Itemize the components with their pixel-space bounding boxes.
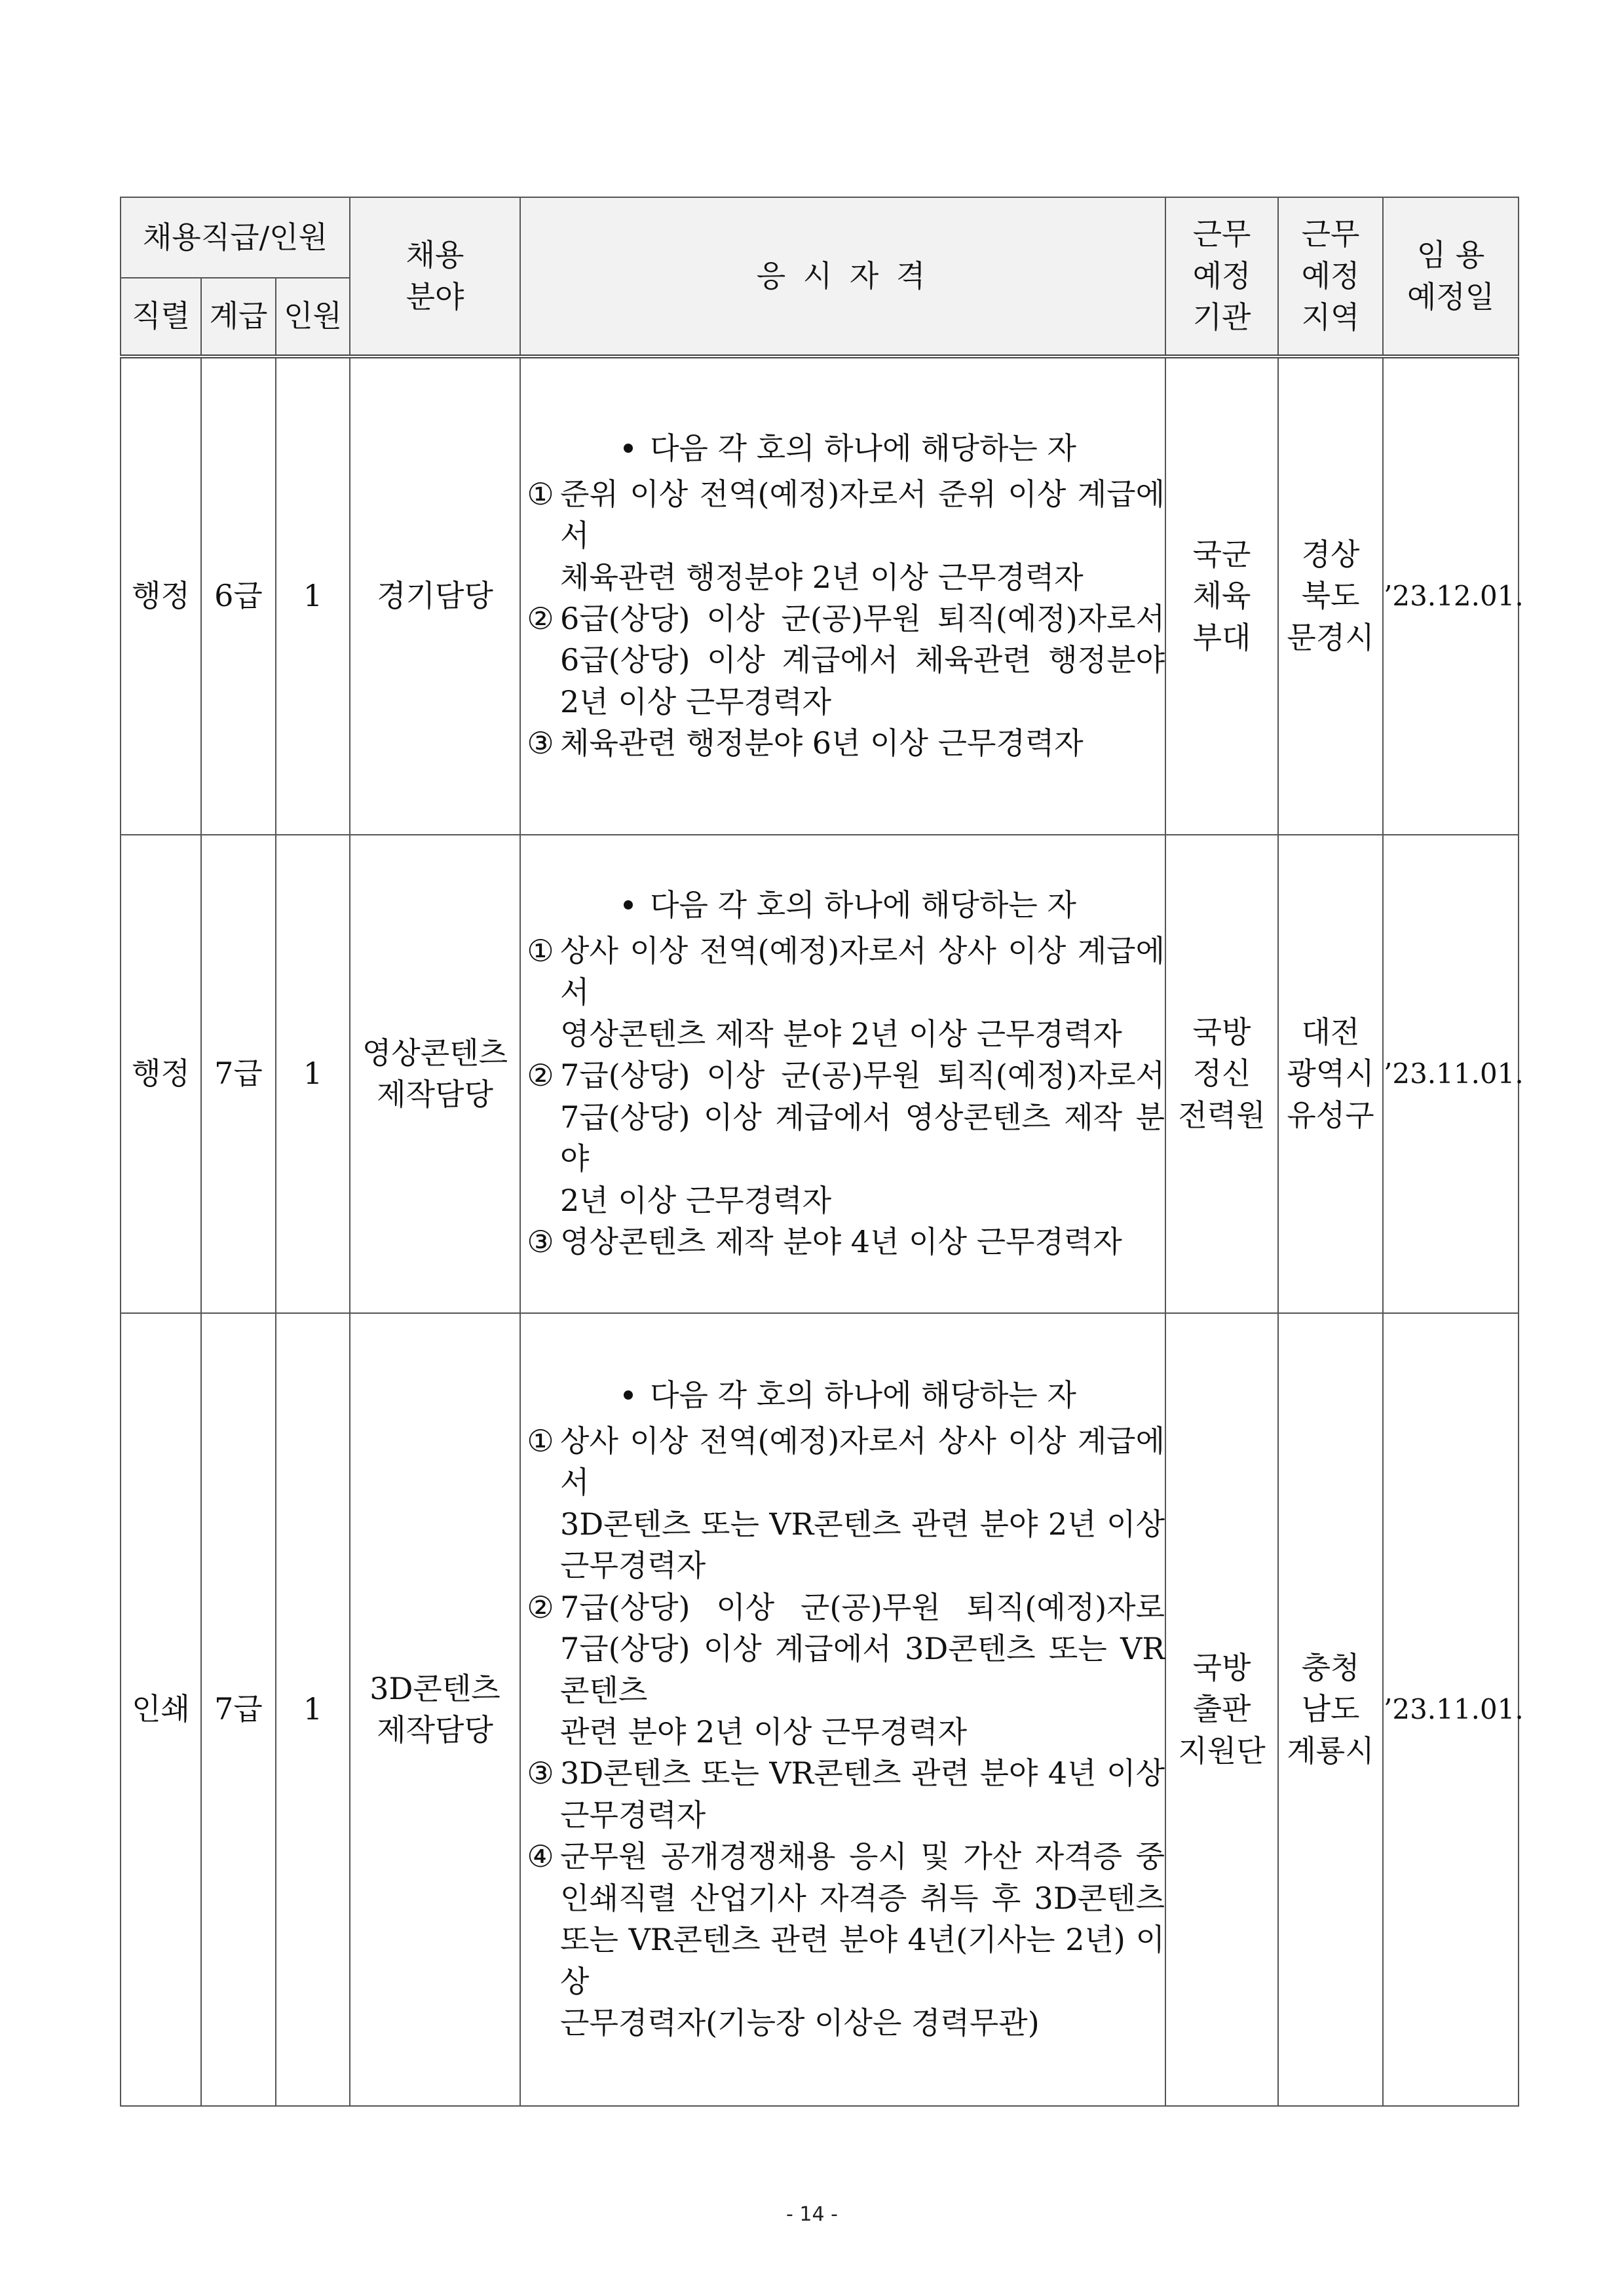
header-region: 근무 예정 지역 [1278,197,1383,356]
item-line: 군무원 공개경쟁채용 응시 및 가산 자격증 중 [560,1839,1165,1875]
cell-region: 대전 광역시 유성구 [1278,835,1383,1313]
header-date: 임 용 예정일 [1383,197,1519,356]
recruitment-table [120,197,1524,2107]
item-number: ③ [527,725,554,761]
item-line: 상사 이상 전역(예정)자로서 상사 이상 계급에서 [560,1423,1165,1501]
table-body [121,356,1524,2106]
cell-org: 국방 출판 지원단 [1165,1313,1278,2106]
table-row [121,356,1519,835]
qualification-item [521,1055,1165,1221]
item-line: 3D콘텐츠 또는 VR콘텐츠 관련 분야 2년 이상 [560,1506,1165,1542]
qualification-item [521,1221,1165,1263]
qualification-item [521,930,1165,1055]
item-number: ④ [527,1839,554,1875]
header-group: 채용직급/인원 [121,197,350,278]
cell-org: 국방 정신 전력원 [1165,835,1278,1313]
item-number: ① [527,932,554,968]
cell-rank: 인쇄 [121,1313,201,2106]
item-line: 체육관련 행정분야 2년 이상 근무경력자 [560,559,1084,595]
cell-date: ’23.12.01. [1383,356,1519,835]
bullet-icon [624,900,633,909]
item-line: 7급(상당) 이상 계급에서 3D콘텐츠 또는 VR콘텐츠 [560,1631,1165,1708]
qualification-item [521,723,1165,764]
bullet-icon [624,444,633,453]
item-line: 3D콘텐츠 또는 VR콘텐츠 관련 분야 4년 이상 [560,1755,1165,1791]
header-count: 인원 [276,278,350,356]
item-line: 상사 이상 전역(예정)자로서 상사 이상 계급에서 [560,932,1165,1010]
item-line: 7급(상당) 이상 계급에서 영상콘텐츠 제작 분야 [560,1099,1165,1177]
item-line: 관련 분야 2년 이상 근무경력자 [560,1714,968,1750]
cell-field: 3D콘텐츠 제작담당 [350,1313,520,2106]
item-line: 근무경력자 [560,1797,706,1833]
cell-count: 1 [276,835,350,1313]
cell-qualification [520,835,1165,1313]
qualification-intro: 다음 각 호의 하나에 해당하는 자 [521,1375,1165,1416]
item-line: 6급(상당) 이상 군(공)무원 퇴직(예정)자로서 [560,601,1165,636]
item-line: 6급(상당) 이상 계급에서 체육관련 행정분야 [560,642,1165,678]
table-row [121,835,1519,1313]
item-line: 인쇄직렬 산업기사 자격증 취득 후 3D콘텐츠 [560,1880,1165,1916]
qualification-item [521,1753,1165,1836]
item-number: ② [527,1058,554,1094]
item-line: 영상콘텐츠 제작 분야 4년 이상 근무경력자 [560,1224,1122,1260]
item-line: 근무경력자(기능장 이상은 경력무관) [560,2005,1040,2041]
qualification-item [521,1421,1165,1587]
cell-qualification [520,1313,1165,2106]
cell-grade: 7급 [201,1313,276,2106]
cell-rank: 행정 [121,356,201,835]
cell-date: ’23.11.01. [1383,835,1519,1313]
cell-region: 경상 북도 문경시 [1278,356,1383,835]
qualification-item [521,474,1165,598]
item-number: ② [527,601,554,636]
cell-org: 국군 체육 부대 [1165,356,1278,835]
header-qualification: 응 시 자 격 [520,197,1165,356]
item-line: 7급(상당) 이상 군(공)무원 퇴직(예정)자로 [560,1589,1165,1625]
item-line: 영상콘텐츠 제작 분야 2년 이상 근무경력자 [560,1016,1122,1052]
cell-grade: 6급 [201,356,276,835]
qualification-item [521,1587,1165,1753]
qualification-intro: 다음 각 호의 하나에 해당하는 자 [521,428,1165,469]
header-org: 근무 예정 기관 [1165,197,1278,356]
cell-rank: 행정 [121,835,201,1313]
qualification-intro: 다음 각 호의 하나에 해당하는 자 [521,885,1165,926]
qualification-item [521,598,1165,723]
item-line: 2년 이상 근무경력자 [560,1182,832,1218]
item-line: 체육관련 행정분야 6년 이상 근무경력자 [560,725,1084,761]
cell-qualification [520,356,1165,835]
cell-region: 충청 남도 계룡시 [1278,1313,1383,2106]
cell-date: ’23.11.01. [1383,1313,1519,2106]
item-line: 또는 VR콘텐츠 관련 분야 4년(기사는 2년) 이상 [560,1922,1165,1999]
item-number: ① [527,1423,554,1459]
cell-field: 경기담당 [350,356,520,835]
table-header [121,197,1519,356]
item-number: ① [527,476,554,512]
qualification-item [521,1836,1165,2044]
cell-count: 1 [276,1313,350,2106]
cell-count: 1 [276,356,350,835]
item-line: 2년 이상 근무경력자 [560,683,832,719]
item-number: ② [527,1589,554,1625]
header-rank: 직렬 [121,278,201,356]
cell-field: 영상콘텐츠 제작담당 [350,835,520,1313]
item-line: 준위 이상 전역(예정)자로서 준위 이상 계급에서 [560,476,1165,554]
item-number: ③ [527,1224,554,1260]
header-grade: 계급 [201,278,276,356]
item-line: 근무경력자 [560,1548,706,1584]
page-number: - 14 - [786,2203,838,2226]
cell-grade: 7급 [201,835,276,1313]
item-line: 7급(상당) 이상 군(공)무원 퇴직(예정)자로서 [560,1058,1165,1094]
bullet-icon [624,1390,633,1400]
table-row [121,1313,1519,2106]
header-field: 채용 분야 [350,197,520,356]
item-number: ③ [527,1755,554,1791]
